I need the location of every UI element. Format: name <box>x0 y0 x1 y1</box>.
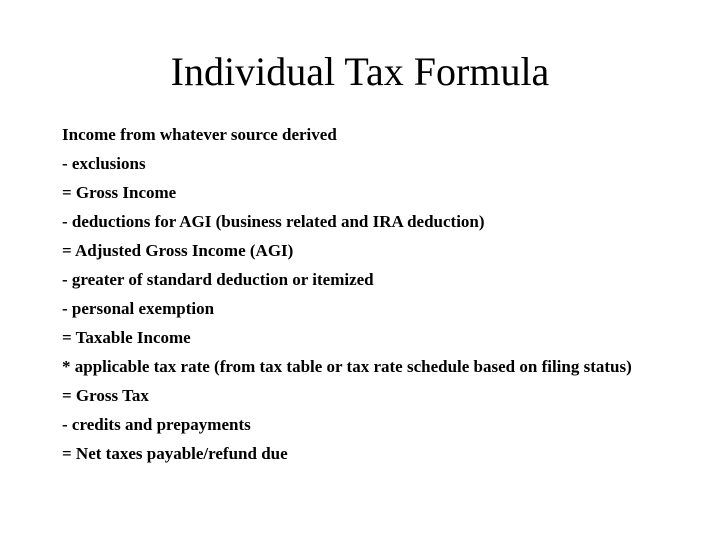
formula-line: = Adjusted Gross Income (AGI) <box>62 241 294 260</box>
formula-line: - greater of standard deduction or itemized <box>62 270 374 289</box>
formula-line: - exclusions <box>62 154 146 173</box>
formula-line: - credits and prepayments <box>62 415 251 434</box>
formula-list <box>62 124 662 472</box>
formula-line: - deductions for AGI (business related and IRA deduction) <box>62 212 485 231</box>
formula-line: * applicable tax rate (from tax table or tax rate schedule based on filing status) <box>62 357 632 376</box>
formula-line: - personal exemption <box>62 299 215 318</box>
formula-line: Income from whatever source derived <box>62 125 337 144</box>
formula-line: = Net taxes payable/refund due <box>62 444 288 463</box>
formula-line: = Taxable Income <box>62 328 191 347</box>
slide-title: Individual Tax Formula <box>170 49 550 94</box>
formula-line: = Gross Tax <box>62 386 149 405</box>
formula-line: = Gross Income <box>62 183 177 202</box>
